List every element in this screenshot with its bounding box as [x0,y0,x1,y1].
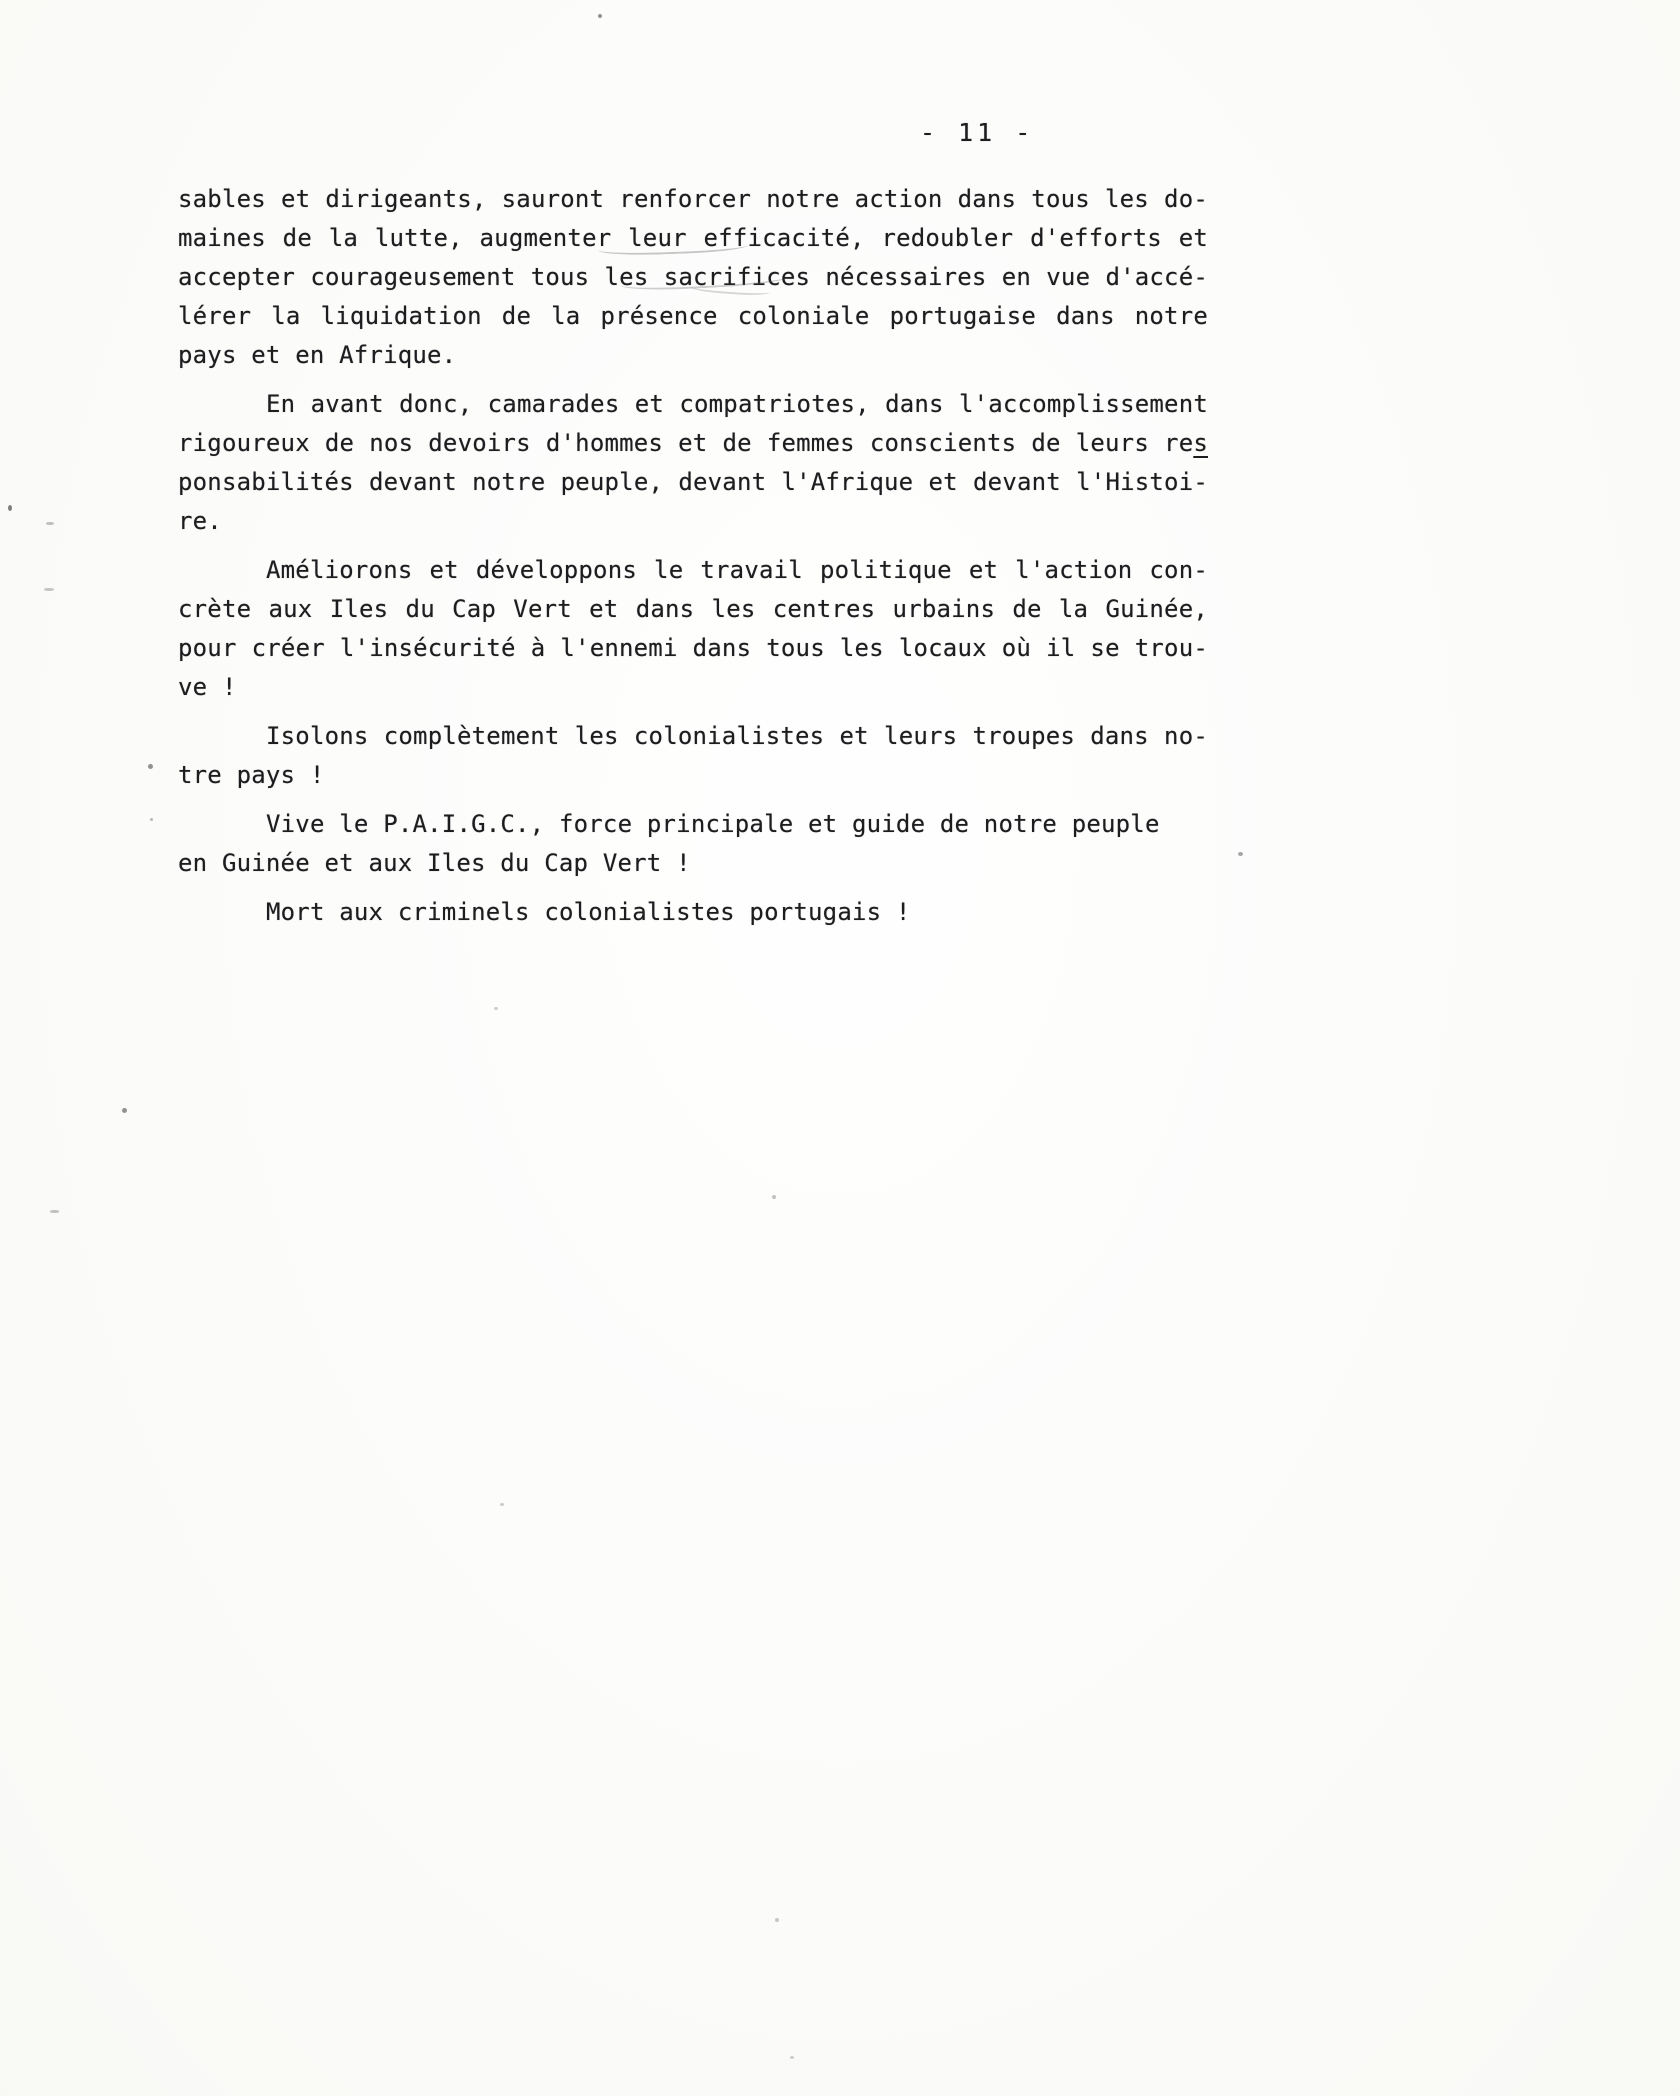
text-block [178,180,1208,932]
paragraph [178,385,1208,541]
scan-speck [775,1918,779,1922]
scan-speck [8,505,12,511]
scan-speck [790,2056,794,2059]
text-line: pour créer l'insécurité à l'ennemi dans tous les locaux où il se trou- [178,634,1208,662]
scan-speck [122,1108,127,1113]
scan-speck [500,1503,504,1506]
scan-speck [50,1210,59,1213]
scan-speck [148,764,153,769]
text-line: Améliorons et développons le travail politique et l'action con- [266,556,1208,584]
text-line: tre pays ! [178,761,325,789]
scan-speck [46,522,54,525]
text-line: sables et dirigeants, sauront renforcer notre action dans tous les do- [178,185,1208,213]
scan-speck [772,1195,776,1199]
text-line: re. [178,507,222,535]
text-line: Mort aux criminels colonialistes portugais ! [266,898,911,926]
text-line: pays et en Afrique. [178,341,457,369]
page-number: - 11 - [920,118,1035,147]
scan-speck [598,14,602,18]
text-line: En avant donc, camarades et compatriotes, dans l'accomplissement [266,390,1208,418]
text-run: rigoureux de nos devoirs d'hommes et de femmes conscients de leurs re [178,429,1194,457]
text-line [178,424,1208,463]
text-line: ponsabilités devant notre peuple, devant l'Afrique et devant l'Histoi- [178,468,1208,496]
paragraph [178,551,1208,707]
text-line: Isolons complètement les colonialistes et leurs troupes dans no- [266,722,1208,750]
scan-speck [1238,852,1243,856]
text-line: ve ! [178,673,237,701]
scan-speck [150,818,153,821]
text-line: accepter courageusement tous les sacrifices nécessaires en vue d'accé- [178,263,1208,291]
paragraph [178,717,1208,795]
text-line: en Guinée et aux Iles du Cap Vert ! [178,849,691,877]
paragraph [178,180,1208,375]
text-line: Vive le P.A.I.G.C., force principale et guide de notre peuple [266,810,1160,838]
scan-speck [494,1007,498,1010]
scan-speck [44,588,54,591]
paragraph [178,893,1208,932]
paragraph [178,805,1208,883]
text-line: lérer la liquidation de la présence coloniale portugaise dans notre [178,302,1208,330]
text-line: maines de la lutte, augmenter leur efficacité, redoubler d'efforts et [178,224,1208,252]
text-line: crète aux Iles du Cap Vert et dans les centres urbains de la Guinée, [178,595,1208,623]
underlined-text: s [1193,429,1208,457]
